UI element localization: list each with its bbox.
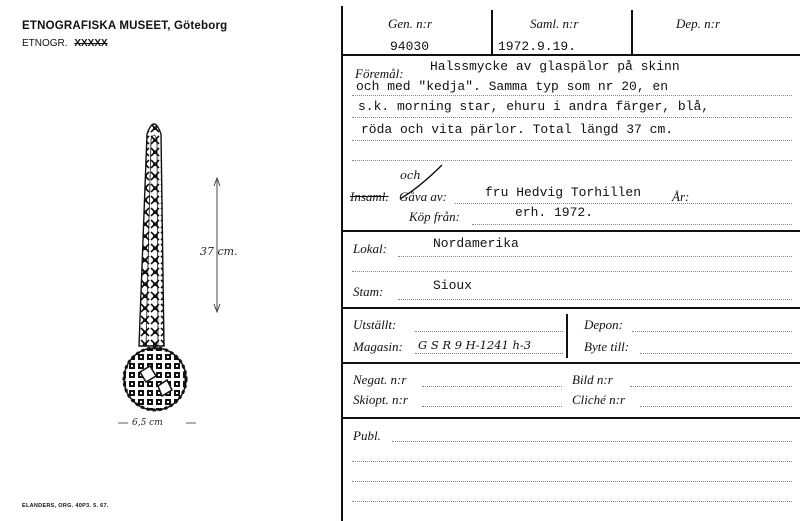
necklace-drawing [110,110,230,430]
dotted-line [352,271,792,272]
dep-nr-label: Dep. n:r [676,16,721,31]
dotted-line [422,406,562,407]
dotted-line [352,461,792,462]
description-line: s.k. morning star, ehuru i andra färger, blå, [358,99,710,114]
saml-nr-label: Saml. n:r [530,16,579,31]
bild-label: Bild n:r [572,372,613,387]
kop-label: Köp från: [409,209,460,224]
description-line: röda och vita pärlor. Total längd 37 cm. [361,122,674,137]
etnogr-label: ETNOGR. [22,38,68,49]
dotted-line [352,160,792,161]
ar-label: År: [672,189,690,204]
section-rule [343,54,800,56]
utstallt-label: Utställt: [353,317,397,332]
och-handwritten: och [400,168,421,182]
dotted-line [640,406,792,407]
gava-value: fru Hedvig Torhillen [485,185,642,200]
gen-nr-value: 94030 [390,39,430,54]
length-annotation: 37 cm. [200,245,238,258]
ar-value: erh. 1972. [515,205,594,220]
dotted-line [352,481,792,482]
description-line: och med "kedja". Samma typ som nr 20, en [356,79,669,94]
dotted-line [392,441,792,442]
gava-label: Gåva av: [399,189,448,204]
lokal-label: Lokal: [353,241,387,256]
section-rule [343,417,800,419]
dotted-line [455,203,792,204]
stam-label: Stam: [353,284,384,299]
dotted-line [630,386,792,387]
description-line: Halssmycke av glaspälor på skinn [430,59,680,74]
lokal-value: Nordamerika [433,236,519,251]
etnogr-field [22,38,108,49]
dotted-line [415,331,563,332]
cliche-label: Cliché n:r [572,392,626,407]
printer-imprint: ELANDERS, ORG. 40P3. 5. 67. [22,503,109,509]
magasin-label: Magasin: [353,339,403,354]
publ-label: Publ. [353,428,381,443]
column-separator [566,314,568,358]
skiopt-label: Skiopt. n:r [353,392,408,407]
dotted-line [398,299,792,300]
foremal-label: Föremål: [355,66,404,81]
dotted-line [398,256,792,257]
saml-nr-value: 1972.9.19. [498,39,577,54]
insaml-label: Insaml. [350,189,389,204]
header-separator [491,10,493,54]
dotted-line [422,386,562,387]
museum-title: ETNOGRAFISKA MUSEET, Göteborg [22,20,228,32]
negat-label: Negat. n:r [353,372,407,387]
magasin-value: G S R 9 H-1241 h-3 [418,338,532,352]
gen-nr-label: Gen. n:r [388,16,433,31]
section-rule [343,362,800,364]
dotted-line [415,353,563,354]
dotted-line [472,224,792,225]
width-annotation: 6,5 cm [132,418,163,428]
depon-label: Depon: [584,317,623,332]
section-rule [343,230,800,232]
card-left-border [341,6,343,521]
dotted-line [352,140,792,141]
dotted-line [352,501,792,502]
dotted-line [632,331,792,332]
stam-value: Sioux [433,278,473,293]
dotted-line [352,95,792,96]
byte-label: Byte till: [584,339,630,354]
section-rule [343,307,800,309]
header-separator [631,10,633,54]
dotted-line [352,117,792,118]
dotted-line [640,353,792,354]
etnogr-struck-value: XXXXX [74,38,108,49]
